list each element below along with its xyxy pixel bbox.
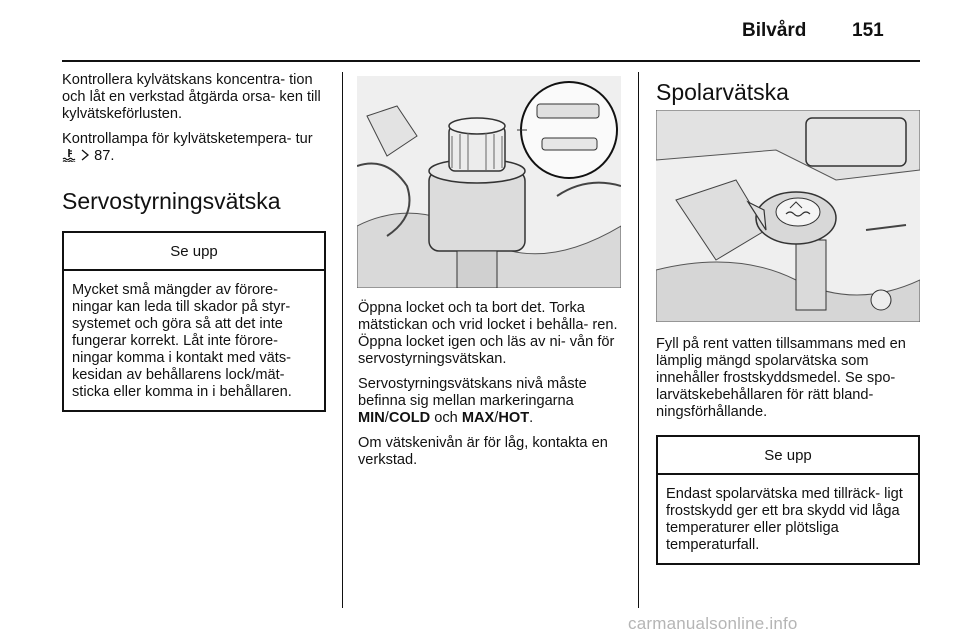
section-title: Bilvård bbox=[742, 20, 807, 41]
coolant-concentration-text: Kontrollera kylvätskans koncentra- tion och låt en verkstad åtgärda orsa- ken till kylvätskeförlusten. bbox=[62, 72, 321, 122]
column-1 bbox=[62, 72, 324, 412]
cold-label: COLD bbox=[388, 410, 431, 426]
column-divider-1 bbox=[342, 72, 343, 608]
low-level-text: Om vätskenivån är för låg, kontakta en verkstad. bbox=[358, 435, 608, 468]
fluid-level-text: Servostyrningsvätskans nivå måste befinna sig mellan markeringarna MIN/COLD och MAX/HOT. bbox=[358, 376, 587, 426]
column-3-body bbox=[656, 336, 920, 565]
washer-fluid-reservoir-illustration bbox=[656, 110, 920, 322]
caution-box-2 bbox=[656, 435, 920, 565]
caution-box-1 bbox=[62, 231, 326, 412]
page-ref-link[interactable]: 87. bbox=[94, 148, 115, 164]
coolant-temp-icon bbox=[62, 148, 80, 164]
open-cap-text: Öppna locket och ta bort det. Torka mätstickan och vrid locket i behålla- ren. Öppna locket igen och läs av ni- vån för servostyrningsvätskan. bbox=[358, 300, 618, 367]
fill-water-text: Fyll på rent vatten tillsammans med en lämplig mängd spolarvätska som innehåller frostskyddsmedel. Se spo- larvätskebehållaren för rätt bland- ningsförhållande. bbox=[656, 336, 906, 420]
page-number: 151 bbox=[852, 20, 884, 41]
page-ref-icon bbox=[80, 148, 94, 164]
and-word: och bbox=[434, 410, 458, 426]
caution-title-2: Se upp bbox=[658, 437, 918, 475]
column-2 bbox=[358, 300, 622, 477]
coolant-lamp-prefix: Kontrollampa för kylvätsketempera- tur bbox=[62, 131, 313, 147]
fluid-level-prefix: Servostyrningsvätskans nivå måste befinna sig mellan markeringarna bbox=[358, 376, 587, 409]
caution-text: Mycket små mängder av förore- ningar kan leda till skador på styr- systemet och göra så att det inte fungerar korrekt. Låt inte förore- ningar komma i kontakt med väts- kesidan av behållarens lock/mät- sticka eller komma in i behållaren. bbox=[72, 282, 292, 400]
power-steering-heading: Servostyrningsvätska bbox=[62, 188, 281, 214]
washer-fluid-heading: Spolarvätska bbox=[656, 79, 789, 105]
min-label: MIN bbox=[358, 410, 385, 426]
header-rule bbox=[62, 60, 920, 62]
column-3 bbox=[656, 78, 920, 106]
caution-text-2: Endast spolarvätska med tillräck- ligt frostskydd ger ett bra skydd vid låga temperaturer eller plötsliga temperaturfall. bbox=[666, 486, 903, 553]
caution-title: Se upp bbox=[64, 233, 324, 271]
coolant-lamp-text bbox=[62, 131, 324, 165]
max-label: MAX bbox=[461, 410, 495, 426]
column-divider-2 bbox=[638, 72, 639, 608]
hot-label: HOT bbox=[498, 410, 530, 426]
power-steering-reservoir-illustration bbox=[357, 76, 621, 288]
watermark: carmanualsonline.info bbox=[628, 614, 798, 633]
